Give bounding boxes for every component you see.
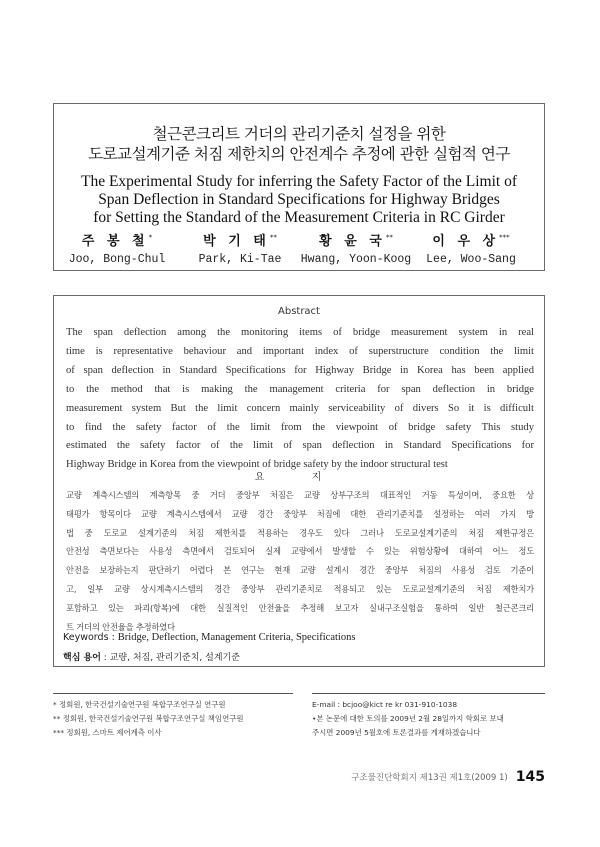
journal-info: 구조물진단학회지 제13권 제1호(2009 1) bbox=[351, 773, 508, 783]
footnote-email: E-mail : bcjoo@kict re kr 031-910-1038 bbox=[312, 700, 458, 709]
keywords-korean bbox=[63, 650, 240, 663]
abstract-box bbox=[53, 295, 545, 667]
keywords bbox=[63, 632, 355, 643]
title-english-line-3: for Setting the Standard of the Measurement Criteria in RC Girder bbox=[93, 209, 505, 226]
korean-abstract-line: 안전을 보장하는지 판단하기 어렵다 본 연구는 현재 교량 설계시 경간 중앙부 처짐의 사용성 검토 기준이 bbox=[66, 565, 534, 576]
title-korean-line-2: 도로교설계기준 처짐 제한치의 안전계수 추정에 관한 실험적 연구 bbox=[88, 145, 510, 163]
author-3-korean-name: 황 윤 국** bbox=[319, 233, 393, 249]
author-4 bbox=[411, 230, 531, 266]
korean-abstract-line: 교량 계측시스템의 계측항목 중 거더 중앙부 처짐은 교량 상부구조의 대표적인 거동 특성이며, 중요한 상 bbox=[66, 490, 534, 500]
footnote-discussion: •본 논문에 대한 토의를 2009년 2월 28일까지 학회로 보내 bbox=[312, 714, 504, 723]
page-number: 145 bbox=[515, 769, 545, 785]
title-english-line-2: Span Deflection in Standard Specifications for Highway Bridges bbox=[98, 191, 500, 208]
title-english-line-1: The Experimental Study for inferring the Safety Factor of the Limit of bbox=[80, 173, 518, 190]
korean-abstract-line: 태평가 항목이다 교량 계측시스템에서 교량 경간 중앙부 처짐에 대한 관리기준치를 설정하는 여러 가지 방 bbox=[66, 508, 534, 519]
abstract-line: of span deflection in Standard Specifications for Highway Bridge in Korea has been applied bbox=[66, 364, 534, 376]
footnote: * 정회원, 한국건설기술연구원 복합구조연구실 연구원 bbox=[53, 700, 226, 709]
korean-abstract-line: 포함하고 있는 파괴(항복)에 대한 실질적인 안전율을 추정해 보고자 실내구조실험을 통하여 일반 철근콘크리 bbox=[66, 602, 534, 613]
footnote: *** 정회원, 스마트 제어계측 이사 bbox=[53, 728, 162, 737]
page-footer bbox=[351, 768, 545, 784]
korean-abstract-text bbox=[66, 486, 534, 636]
author-2-korean-name: 박 기 태** bbox=[203, 233, 277, 249]
keywords-korean-value: 교량, 처짐, 관리기준치, 설계기준 bbox=[109, 653, 240, 663]
abstract-line: measurement system But the limit concern mainly serviceability of divers So it is difficult bbox=[66, 402, 534, 414]
keywords-korean-separator: : bbox=[103, 653, 107, 663]
footnotes-contact bbox=[312, 693, 545, 740]
title-box bbox=[53, 103, 545, 271]
title-korean-line-1: 철근콘크리트 거더의 관리기준치 설정을 위한 bbox=[152, 125, 446, 143]
author-2-english-name: Park, Ki-Tae bbox=[198, 253, 282, 266]
korean-abstract-line: 고, 일부 교량 상시계측시스템의 경간 중앙부 관리기준치로 적용되고 있는 도로교설계기준의 처짐 제한치가 bbox=[66, 583, 534, 594]
keywords-label: Keywords bbox=[63, 632, 109, 643]
abstract-line: to find the safety factor of the limit from the viewpoint of bridge safety This study bbox=[66, 421, 534, 433]
abstract-line: estimated the safety factor of the limit of span deflection in Standard Specifications for bbox=[66, 440, 534, 452]
author-1-english-name: Joo, Bong-Chul bbox=[68, 253, 166, 266]
keywords-separator: : bbox=[111, 632, 115, 643]
author-1 bbox=[57, 230, 177, 266]
keywords-korean-label: 핵심 용어 bbox=[63, 653, 101, 663]
keywords-value: Bridge, Deflection, Management Criteria, Specifications bbox=[117, 632, 356, 643]
author-4-korean-name: 이 우 상*** bbox=[432, 233, 510, 249]
korean-abstract-heading: 요 지 bbox=[254, 472, 344, 483]
korean-abstract-line: 법 중 도로교 설계기준의 처짐 제한치를 적용하는 경우도 있다 그러나 도로교설계기준의 처짐 제한규정은 bbox=[66, 527, 534, 538]
author-3-english-name: Hwang, Yoon-Koog bbox=[300, 253, 412, 266]
abstract-line: time is representative behaviour and important index of superstructure condition the limit bbox=[66, 345, 534, 357]
abstract-line: The span deflection among the monitoring items of bridge measurement system in real bbox=[66, 327, 534, 338]
abstract-line: to the method that is making the management criteria for span deflection in bridge bbox=[66, 383, 534, 395]
author-4-english-name: Lee, Woo-Sang bbox=[426, 253, 516, 266]
footnotes-affiliations bbox=[53, 693, 293, 740]
korean-abstract-line: 안전성 측면보다는 사용성 측면에서 검토되어 실제 교량에서 발생할 수 있는 위험상황에 대하여 어느 정도 bbox=[66, 546, 534, 557]
footnote-discussion: 주시면 2009년 5월호에 토론결과를 게재하겠습니다 bbox=[312, 728, 481, 737]
author-3 bbox=[296, 230, 416, 266]
abstract-line: Highway Bridge in Korea from the viewpoint of bridge safety by the indoor structural test bbox=[66, 459, 448, 471]
footnote: ** 정회원, 한국건설기술연구원 복합구조연구실 책임연구원 bbox=[53, 714, 244, 723]
author-1-korean-name: 주 봉 철* bbox=[81, 233, 153, 249]
korean-abstract-line: 트 거더의 안전율을 추정하였다 bbox=[66, 621, 175, 632]
abstract-heading: Abstract bbox=[278, 306, 320, 317]
author-2 bbox=[180, 230, 300, 266]
abstract-text bbox=[66, 324, 534, 475]
